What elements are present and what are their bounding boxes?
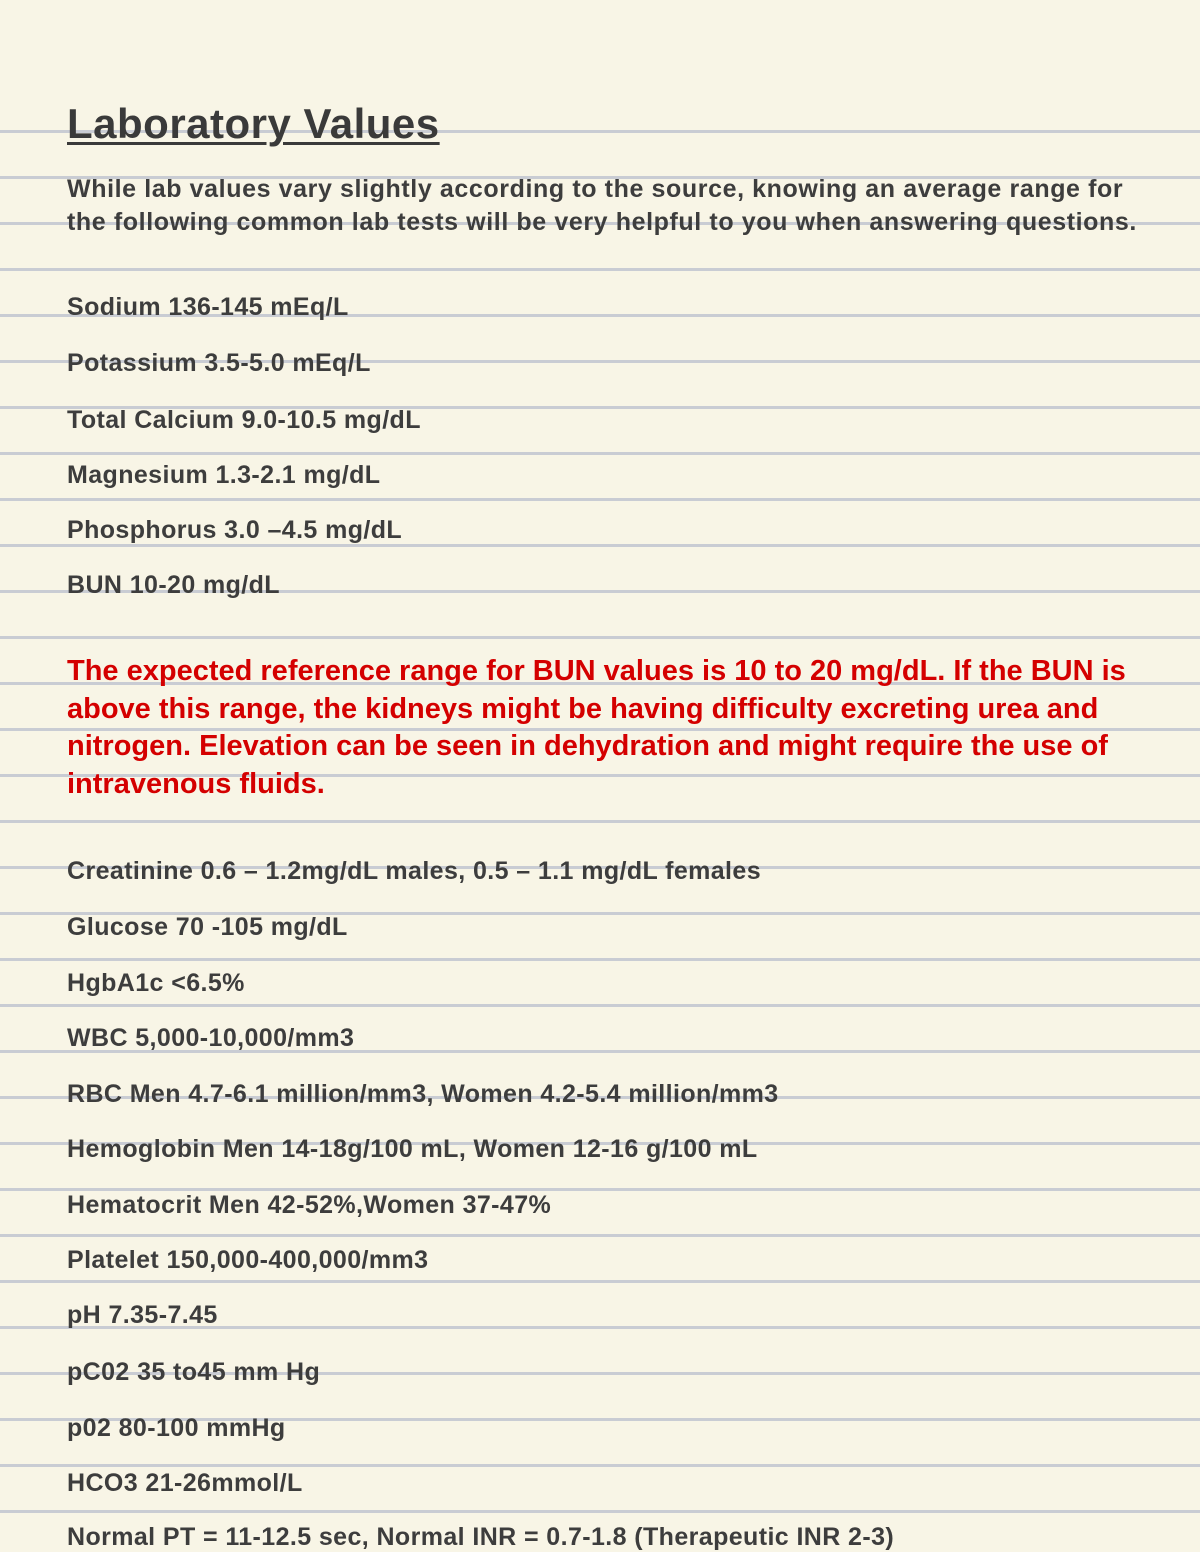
- lab-value-potassium: Potassium 3.5-5.0 mEq/L: [67, 349, 371, 377]
- lab-value-total-calcium: Total Calcium 9.0-10.5 mg/dL: [67, 406, 421, 434]
- rule-line: [0, 636, 1200, 639]
- lab-value-bun: BUN 10-20 mg/dL: [67, 571, 280, 599]
- lab-value-magnesium: Magnesium 1.3-2.1 mg/dL: [67, 461, 381, 489]
- intro-paragraph: While lab values vary slightly according to the source, knowing an average range for the following common lab tests will be very helpful to you when answering questions.: [67, 175, 1137, 236]
- rule-line: [0, 1464, 1200, 1467]
- lab-value-glucose: Glucose 70 -105 mg/dL: [67, 913, 348, 941]
- lab-value-hemoglobin: Hemoglobin Men 14-18g/100 mL, Women 12-16 g/100 mL: [67, 1135, 758, 1163]
- bun-note: The expected reference range for BUN values is 10 to 20 mg/dL. If the BUN is above this range, the kidneys might be having difficulty excreting urea and nitrogen. Elevation can be seen in dehydration and might require the use of intravenous fluids.: [67, 655, 1126, 800]
- rule-line: [0, 820, 1200, 823]
- lab-value-wbc: WBC 5,000-10,000/mm3: [67, 1024, 355, 1052]
- lab-value-pt-inr: Normal PT = 11-12.5 sec, Normal INR = 0.7-1.8 (Therapeutic INR 2-3): [67, 1523, 895, 1551]
- lab-value-platelet: Platelet 150,000-400,000/mm3: [67, 1246, 429, 1274]
- lab-value-phosphorus: Phosphorus 3.0 –4.5 mg/dL: [67, 516, 403, 544]
- rule-line: [0, 958, 1200, 961]
- lab-value-hematocrit: Hematocrit Men 42-52%,Women 37-47%: [67, 1191, 552, 1219]
- rule-line: [0, 452, 1200, 455]
- lab-value-pco2: pC02 35 to45 mm Hg: [67, 1358, 321, 1386]
- rule-line: [0, 268, 1200, 271]
- lab-value-creatinine: Creatinine 0.6 – 1.2mg/dL males, 0.5 – 1.1 mg/dL females: [67, 857, 762, 885]
- lab-value-hgba1c: HgbA1c <6.5%: [67, 969, 245, 997]
- page-title: Laboratory Values: [67, 100, 440, 147]
- rule-line: [0, 1280, 1200, 1283]
- rule-line: [0, 498, 1200, 501]
- lab-value-ph: pH 7.35-7.45: [67, 1301, 218, 1329]
- rule-line: [0, 1234, 1200, 1237]
- rule-line: [0, 1510, 1200, 1513]
- lab-value-sodium: Sodium 136-145 mEq/L: [67, 293, 349, 321]
- lab-value-hco3: HCO3 21-26mmol/L: [67, 1469, 303, 1497]
- lab-value-rbc: RBC Men 4.7-6.1 million/mm3, Women 4.2-5.4 million/mm3: [67, 1080, 779, 1108]
- lab-value-po2: p02 80-100 mmHg: [67, 1414, 286, 1442]
- rule-line: [0, 1004, 1200, 1007]
